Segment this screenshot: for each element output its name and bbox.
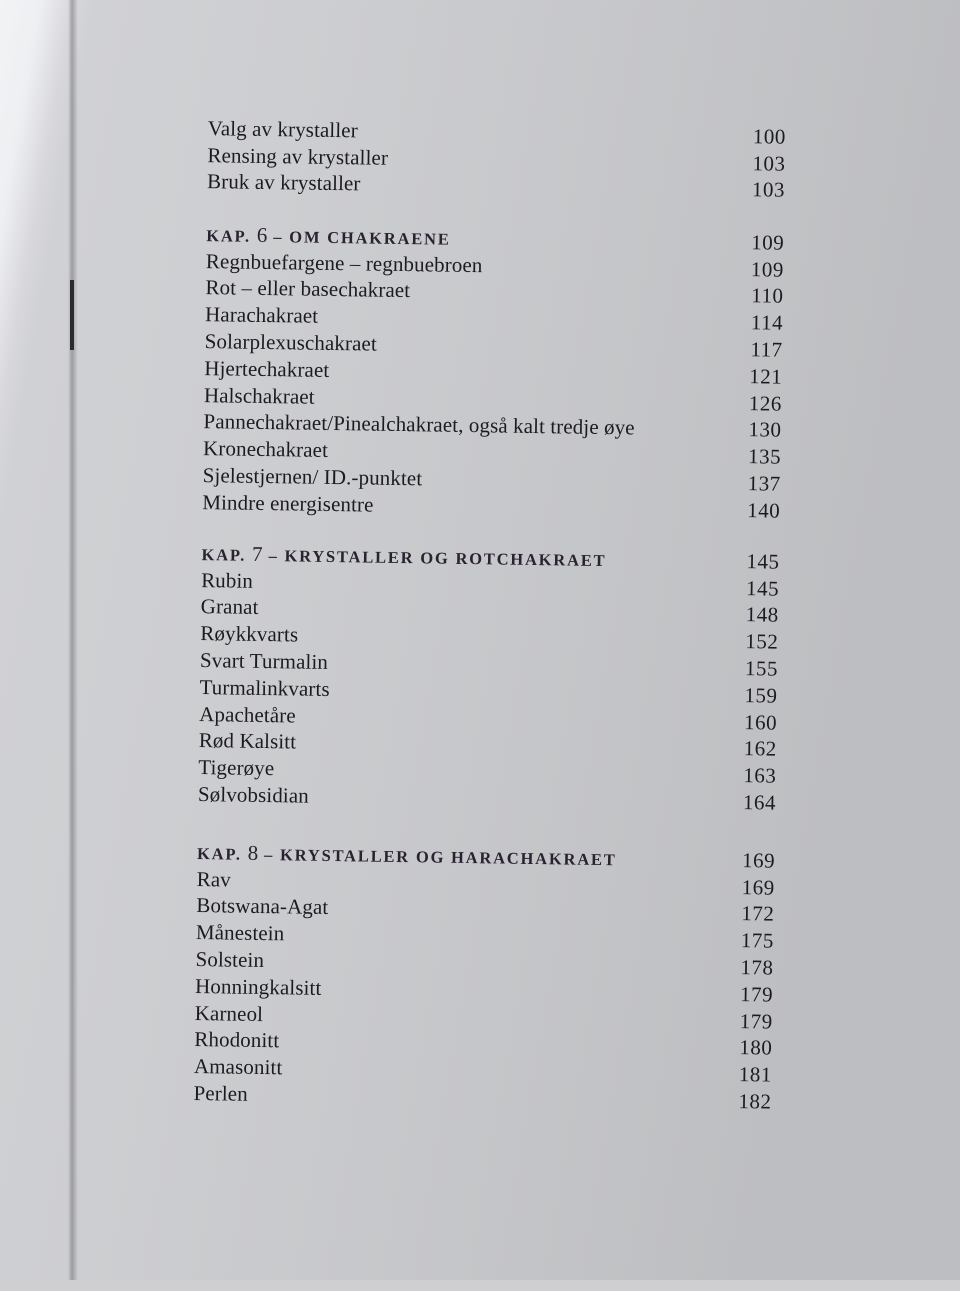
chapter-number: 6: [256, 222, 268, 247]
entry-title: Sjelestjernen/ ID.-punktet: [202, 463, 423, 491]
entry-title: Mindre energisentre: [202, 489, 374, 517]
chapter-name: – KRYSTALLER OG ROTCHAKRAET: [268, 545, 607, 570]
chapter-prefix: KAP.: [201, 544, 247, 565]
entry-title: Rubin: [201, 567, 254, 593]
entry-page: 169: [741, 874, 775, 900]
entry-page: 130: [748, 417, 782, 443]
entry-title: Bruk av krystaller: [206, 169, 361, 196]
toc-section-chapter-7: [0, 538, 954, 820]
entry-title: Rhodonitt: [194, 1027, 280, 1053]
entry-title: Halschakraet: [203, 382, 315, 409]
chapter-title: [201, 541, 606, 572]
entry-title: Karneol: [194, 1000, 264, 1026]
chapter-name: – OM CHAKRAENE: [273, 226, 451, 249]
entry-title: Valg av krystaller: [207, 115, 358, 143]
entry-page: 179: [739, 981, 774, 1007]
entry-page: 114: [750, 310, 784, 335]
entry-title: Svart Turmalin: [199, 648, 329, 674]
entry-title: Månestein: [195, 920, 285, 946]
chapter-name: – KRYSTALLER OG HARACHAKRAET: [263, 844, 617, 870]
entry-page: 137: [747, 471, 781, 496]
entry-title: Sølvobsidian: [197, 782, 310, 808]
entry-title: Perlen: [193, 1080, 248, 1106]
entry-page: 110: [751, 283, 784, 309]
entry-title: Hjertechakraet: [204, 355, 330, 382]
chapter-title: [197, 840, 617, 871]
chapter-page: 169: [741, 847, 776, 873]
entry-page: 126: [748, 390, 783, 416]
entry-page: 148: [745, 602, 779, 628]
entry-title: Solstein: [195, 947, 265, 973]
entry-title: Regnbuefargene – regnbuebroen: [205, 248, 483, 277]
entry-page: 109: [750, 256, 785, 282]
entry-title: Rav: [196, 866, 232, 892]
entry-page: 175: [740, 928, 775, 953]
chapter-prefix: KAP.: [196, 843, 242, 864]
entry-page: 179: [739, 1008, 773, 1034]
entry-page: 117: [750, 337, 783, 362]
entry-page: 103: [751, 177, 786, 203]
chapter-title: [206, 222, 451, 251]
chapter-prefix: KAP.: [206, 225, 252, 246]
entry-page: 103: [752, 150, 786, 176]
entry-title: Botswana-Agat: [196, 893, 329, 920]
chapter-number: 8: [247, 840, 259, 865]
entry-title: Amasonitt: [193, 1054, 283, 1080]
entry-page: 121: [749, 363, 783, 389]
entry-title: Turmalinkvarts: [199, 674, 330, 701]
toc-section-chapter-6: [0, 219, 958, 528]
entry-page: 163: [743, 763, 777, 788]
entry-title: Pannechakraet/Pinealchakraet, også kalt tredje øye: [203, 409, 635, 440]
entry-page: 182: [738, 1089, 772, 1114]
entry-title: Solarplexuschakraet: [204, 329, 378, 356]
entry-page: 100: [752, 124, 786, 149]
entry-page: 181: [738, 1062, 773, 1087]
toc-section-chapter-8: [0, 837, 949, 1119]
entry-title: Rensing av krystaller: [207, 142, 389, 170]
entry-title: Apachetåre: [199, 701, 296, 728]
entry-page: 140: [747, 497, 781, 523]
entry-title: Rot – eller basechakraet: [205, 275, 411, 303]
chapter-number: 7: [251, 541, 263, 566]
entry-page: 162: [743, 736, 777, 761]
entry-title: Tigerøye: [198, 755, 275, 781]
entry-title: Rød Kalsitt: [198, 728, 297, 754]
entry-page: 159: [744, 682, 778, 708]
toc-section-continued: [0, 113, 960, 208]
entry-page: 145: [745, 575, 780, 601]
entry-page: 155: [744, 656, 779, 681]
entry-page: 152: [745, 629, 779, 654]
entry-page: 135: [747, 444, 782, 469]
chapter-page: 145: [746, 548, 780, 574]
entry-title: Harachakraet: [204, 302, 319, 328]
chapter-page: 109: [751, 229, 785, 255]
entry-title: Honningkalsitt: [194, 973, 322, 1000]
entry-page: 180: [739, 1035, 773, 1060]
entry-title: Røykkvarts: [200, 621, 299, 647]
entry-page: 172: [741, 901, 775, 926]
entry-title: Granat: [200, 594, 259, 620]
entry-page: 164: [742, 790, 777, 815]
entry-title: Kronechakraet: [202, 436, 329, 463]
entry-page: 160: [743, 709, 778, 735]
entry-page: 178: [740, 955, 774, 980]
